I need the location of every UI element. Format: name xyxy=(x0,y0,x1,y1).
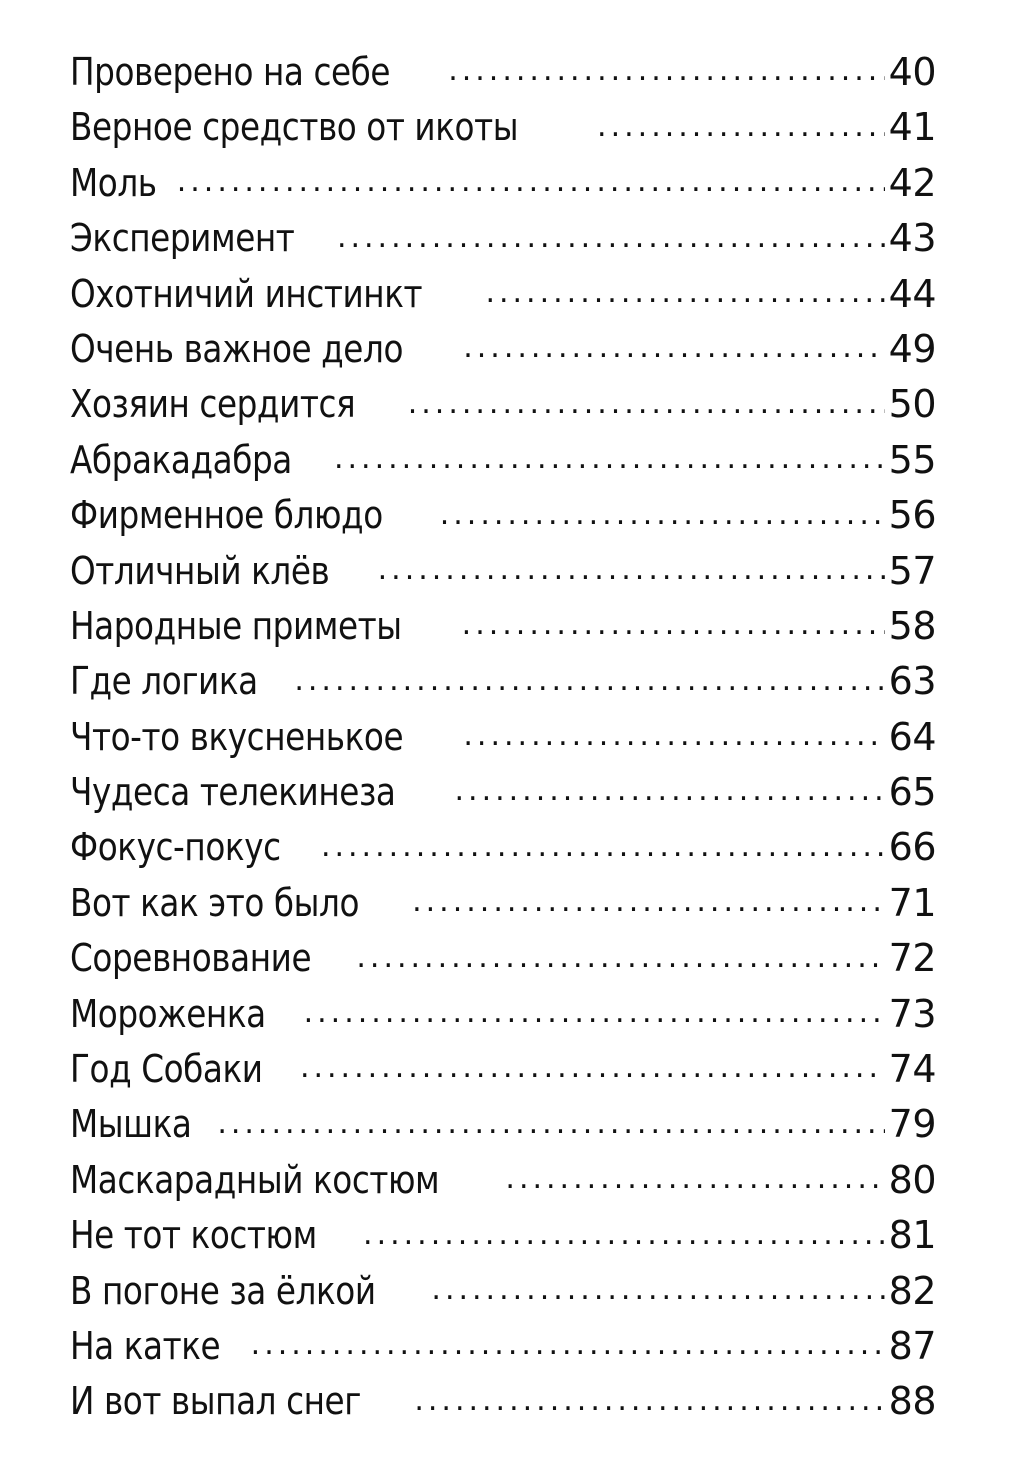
toc-entry-title: Отличный клёв xyxy=(70,548,330,593)
toc-entry-title: Абракадабра xyxy=(70,437,292,482)
toc-entry-title: Где логика xyxy=(70,659,258,704)
toc-entry xyxy=(70,433,936,488)
dot-leader xyxy=(505,1174,884,1194)
toc-entry-page: 74 xyxy=(888,1047,936,1092)
toc-entry xyxy=(70,987,936,1042)
toc-entry-title: Хозяин сердится xyxy=(70,382,356,427)
toc-entry xyxy=(70,931,936,986)
dot-leader xyxy=(294,676,884,696)
toc-entry-title: Не тот костюм xyxy=(70,1213,317,1258)
dot-leader xyxy=(414,1396,884,1416)
toc-entry-title: Народные приметы xyxy=(70,603,402,648)
toc-entry-page: 64 xyxy=(888,714,936,759)
toc-entry-title: Верное средство от икоты xyxy=(70,105,519,150)
dot-leader xyxy=(408,399,885,419)
toc-entry-page: 79 xyxy=(888,1102,936,1147)
toc-entry-page: 50 xyxy=(888,382,936,427)
toc-entry-page: 65 xyxy=(888,770,936,815)
toc-entry-page: 49 xyxy=(888,326,936,371)
toc-entry xyxy=(70,820,936,875)
dot-leader xyxy=(337,233,885,253)
toc-entry-page: 71 xyxy=(888,880,936,925)
toc-entry-title: Моль xyxy=(70,160,157,205)
toc-entry xyxy=(70,710,936,765)
dot-leader xyxy=(363,1230,885,1250)
table-of-contents xyxy=(70,45,936,1430)
toc-entry xyxy=(70,267,936,322)
toc-entry-page: 87 xyxy=(888,1323,936,1368)
toc-entry-page: 55 xyxy=(888,437,936,482)
toc-entry xyxy=(70,654,936,709)
toc-entry-title: Маскарадный костюм xyxy=(70,1157,440,1202)
toc-entry-page: 82 xyxy=(888,1268,936,1313)
dot-leader xyxy=(217,1119,884,1139)
toc-entry-title: И вот выпал снег xyxy=(70,1379,361,1424)
toc-entry-title: Соревнование xyxy=(70,936,312,981)
toc-entry-page: 43 xyxy=(888,216,936,261)
toc-entry xyxy=(70,544,936,599)
toc-entry-page: 44 xyxy=(888,271,936,316)
toc-entry-page: 66 xyxy=(888,825,936,870)
toc-entry-page: 57 xyxy=(888,548,936,593)
toc-entry-page: 73 xyxy=(888,991,936,1036)
toc-entry-page: 88 xyxy=(888,1379,936,1424)
toc-entry xyxy=(70,1319,936,1374)
dot-leader xyxy=(440,510,885,530)
toc-entry xyxy=(70,1097,936,1152)
toc-entry xyxy=(70,211,936,266)
toc-entry-page: 80 xyxy=(888,1157,936,1202)
toc-entry-title: Фокус-покус xyxy=(70,825,281,870)
toc-entry-page: 42 xyxy=(888,160,936,205)
toc-entry-page: 81 xyxy=(888,1213,936,1258)
toc-entry xyxy=(70,377,936,432)
dot-leader xyxy=(485,288,884,308)
dot-leader xyxy=(304,1008,885,1028)
dot-leader xyxy=(300,1063,885,1083)
dot-leader xyxy=(412,897,885,917)
toc-entry xyxy=(70,322,936,377)
toc-entry-title: Вот как это было xyxy=(70,880,360,925)
toc-entry xyxy=(70,1042,936,1097)
dot-leader xyxy=(334,454,885,474)
dot-leader xyxy=(455,786,885,806)
toc-entry xyxy=(70,100,936,155)
toc-entry-page: 72 xyxy=(888,936,936,981)
dot-leader xyxy=(431,1285,884,1305)
toc-entry-page: 63 xyxy=(888,659,936,704)
toc-entry-title: Мороженка xyxy=(70,991,266,1036)
dot-leader xyxy=(251,1340,885,1360)
toc-entry xyxy=(70,1374,936,1429)
dot-leader xyxy=(597,122,885,142)
toc-entry-title: Проверено на себе xyxy=(70,50,391,94)
toc-entry-title: Охотничий инстинкт xyxy=(70,271,423,316)
toc-entry-title: Что-то вкусненькое xyxy=(70,714,404,759)
toc-entry-title: Год Собаки xyxy=(70,1047,263,1092)
toc-entry xyxy=(70,488,936,543)
toc-entry xyxy=(70,1153,936,1208)
dot-leader xyxy=(356,953,884,973)
dot-leader xyxy=(378,565,885,585)
toc-entry-title: Очень важное дело xyxy=(70,326,404,371)
dot-leader xyxy=(462,620,885,640)
toc-entry-title: В погоне за ёлкой xyxy=(70,1268,376,1313)
dot-leader xyxy=(177,177,885,197)
dot-leader xyxy=(321,842,885,862)
toc-entry-page: 58 xyxy=(888,603,936,648)
toc-entry-title: Фирменное блюдо xyxy=(70,493,383,538)
dot-leader xyxy=(448,66,884,86)
toc-entry-title: На катке xyxy=(70,1323,221,1368)
toc-entry xyxy=(70,599,936,654)
toc-entry-title: Эксперимент xyxy=(70,216,295,261)
toc-entry xyxy=(70,876,936,931)
toc-entry-page: 40 xyxy=(888,50,936,94)
dot-leader xyxy=(463,343,884,363)
toc-entry xyxy=(70,156,936,211)
toc-entry xyxy=(70,1264,936,1319)
dot-leader xyxy=(463,731,884,751)
toc-entry xyxy=(70,1208,936,1263)
toc-entry-page: 56 xyxy=(888,493,936,538)
toc-entry xyxy=(70,765,936,820)
toc-entry xyxy=(70,45,936,100)
toc-entry-title: Мышка xyxy=(70,1102,192,1147)
toc-entry-title: Чудеса телекинеза xyxy=(70,770,396,815)
toc-entry-page: 41 xyxy=(888,105,936,150)
